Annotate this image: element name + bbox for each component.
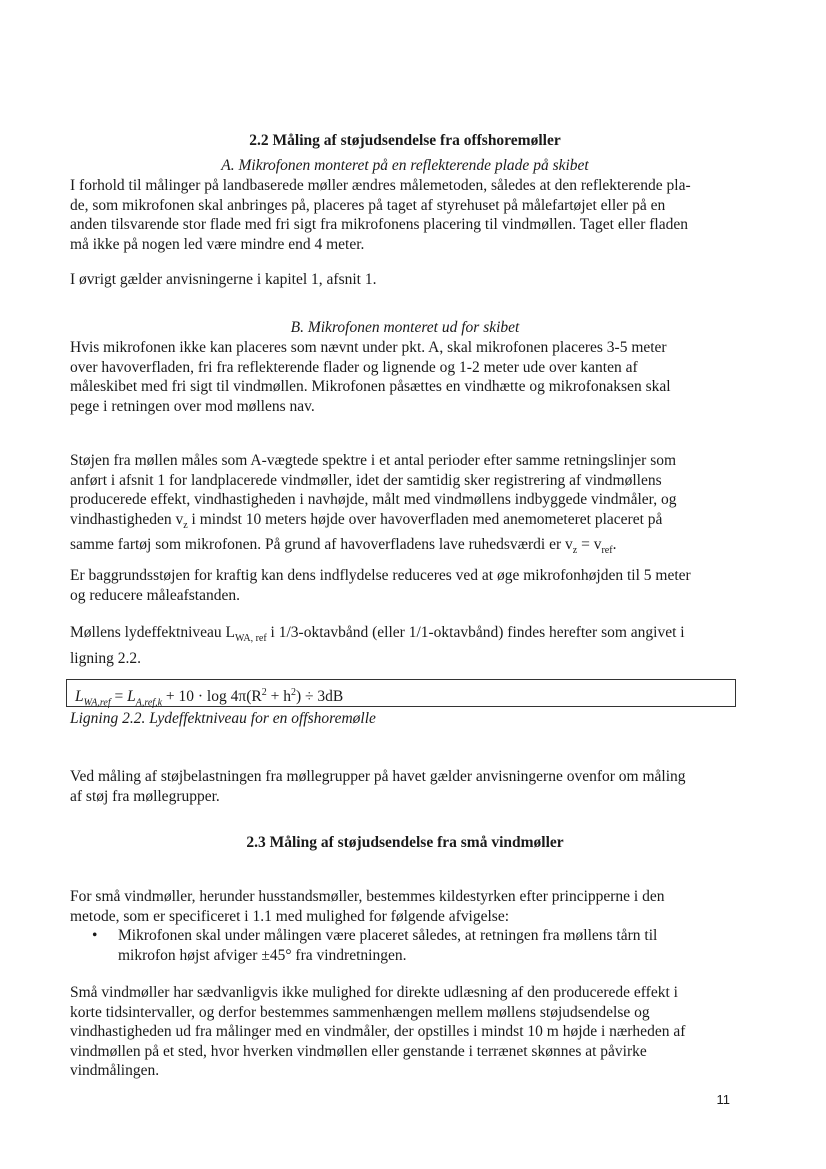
eq-symbol: L (127, 688, 136, 706)
equation-box (66, 679, 736, 707)
paragraph-line: metode, som er specificeret i 1.1 med mulighed for følgende afvigelse: (70, 907, 510, 925)
paragraph-line (70, 510, 740, 536)
equation-caption: Ligning 2.2. Lydeffektniveau for en offshoremølle (70, 710, 376, 727)
paragraph-line (70, 535, 740, 561)
text-run: Møllens lydeffektniveau L (70, 624, 236, 641)
text-run: . (612, 536, 617, 554)
eq-symbol: L (75, 688, 84, 706)
paragraph-line: Støjen fra møllen måles som A-vægtede spektre i et antal perioder efter samme retningslinjer som (70, 452, 677, 469)
bullet-icon: • (92, 927, 98, 944)
eq-subscript: WA,ref (83, 697, 111, 709)
paragraph-line: over havoverfladen, fri fra reflekterende flader og lignende og 1-2 meter ude over kanten af (70, 358, 638, 376)
paragraph-line: Ved måling af støjbelastningen fra møllegrupper på havet gælder anvisningerne ovenfor om måling (70, 768, 686, 785)
paragraph-line: anført i afsnit 1 for landplacerede vindmøller, idet der samtidig sker registrering af vindmøllens (70, 471, 662, 489)
paragraph-line: af støj fra møllegrupper. (70, 787, 220, 805)
paragraph-small-b (70, 983, 740, 1081)
paragraph-e (70, 623, 740, 668)
subscript: WA, ref (235, 633, 267, 645)
paragraph-line: de, som mikrofonen skal anbringes på, placeres på taget af styrehuset på målefartøjet eller på en (70, 196, 666, 214)
paragraph-line: pege i retningen over mod møllens nav. (70, 397, 315, 415)
eq-text: + 10 · log 4π(R (162, 688, 262, 706)
paragraph-small-a (70, 887, 740, 926)
section-heading-2-3: 2.3 Måling af støjudsendelse fra små vindmøller (246, 834, 564, 851)
bullet-item (92, 926, 732, 966)
paragraph-line (70, 623, 740, 649)
subscript: ref (601, 545, 613, 557)
paragraph-line: ligning 2.2. (70, 649, 142, 667)
paragraph-line: og reducere måleafstanden. (70, 586, 240, 604)
eq-subscript: A,ref,k (135, 697, 163, 709)
paragraph-b (70, 338, 740, 416)
paragraph-a (70, 176, 740, 254)
paragraph-line: må ikke på nogen led være mindre end 4 meter. (70, 235, 365, 253)
eq-superscript: 2 (290, 687, 296, 698)
paragraph-line: For små vindmøller, herunder husstandsmøller, bestemmes kildestyrken efter principperne i den (70, 888, 665, 905)
text-run: i mindst 10 meters højde over havoverfladen med anemometeret placeret på (187, 510, 663, 528)
paragraph-f (70, 767, 740, 806)
paragraph-line: vindmålingen. (70, 1062, 160, 1079)
eq-text: ) ÷ 3dB (295, 688, 344, 706)
eq-superscript: 2 (261, 687, 267, 698)
bullet-line: mikrofon højst afviger ±45° fra vindretningen. (118, 946, 407, 964)
paragraph-line: anden tilsvarende stor flade med fri sigt fra mikrofonens placering til vindmøllen. Taget eller fladen (70, 216, 688, 233)
subheading-b: B. Mikrofonen monteret ud for skibet (290, 319, 520, 336)
text-run: = v (577, 536, 602, 554)
bullet-line: Mikrofonen skal under målingen være placeret således, at retningen fra møllens tårn til (118, 927, 658, 944)
subscript: z (183, 519, 188, 531)
paragraph-line: Er baggrundsstøjen for kraftig kan dens indflydelse reduceres ved at øge mikrofonhøjden til 5 meter (70, 567, 691, 584)
eq-text: = (110, 688, 128, 706)
text-run: i 1/3-oktavbånd (eller 1/1-oktavbånd) findes herefter som angivet i (266, 624, 685, 641)
paragraph-line: vindmøllen på et sted, hvor hverken vindmøllen eller genstande i terrænet skønnes at påvirke (70, 1042, 647, 1060)
paragraph-line: Små vindmøller har sædvanligvis ikke mulighed for direkte udlæsning af den producerede effekt i (70, 984, 678, 1001)
paragraph-line: I forhold til målinger på landbaserede møller ændres målemetoden, således at den reflekterende pla- (70, 177, 691, 194)
paragraph-a2: I øvrigt gælder anvisningerne i kapitel 1, afsnit 1. (70, 271, 377, 288)
paragraph-c (70, 451, 740, 561)
eq-text: + h (266, 688, 291, 706)
paragraph-line: producerede effekt, vindhastigheden i navhøjde, målt med vindmøllens indbyggede vindmåler, og (70, 491, 677, 508)
paragraph-d (70, 566, 740, 605)
text-run: vindhastigheden v (70, 510, 184, 528)
page-number: 11 (716, 1092, 730, 1107)
paragraph-line: Hvis mikrofonen ikke kan placeres som nævnt under pkt. A, skal mikrofonen placeres 3-5 meter (70, 339, 667, 356)
section-heading-2-2: 2.2 Måling af støjudsendelse fra offshoremøller (249, 132, 561, 149)
paragraph-line: korte tidsintervaller, og derfor bestemmes sammenhængen mellem møllens støjudsendelse og (70, 1003, 650, 1021)
subheading-a: A. Mikrofonen monteret på en reflekterende plade på skibet (221, 157, 589, 174)
paragraph-line: måleskibet med fri sigt til vindmøllen. Mikrofonen påsættes en vindhætte og mikrofonaksen skal (70, 378, 671, 395)
bullet-text (118, 926, 728, 965)
subscript: z (572, 545, 578, 557)
text-run: samme fartøj som mikrofonen. På grund af havoverfladens lave ruhedsværdi er v (70, 536, 573, 554)
paragraph-line: vindhastigheden ud fra målinger med en vindmåler, der opstilles i mindst 10 m højde i nærheden af (70, 1023, 686, 1040)
